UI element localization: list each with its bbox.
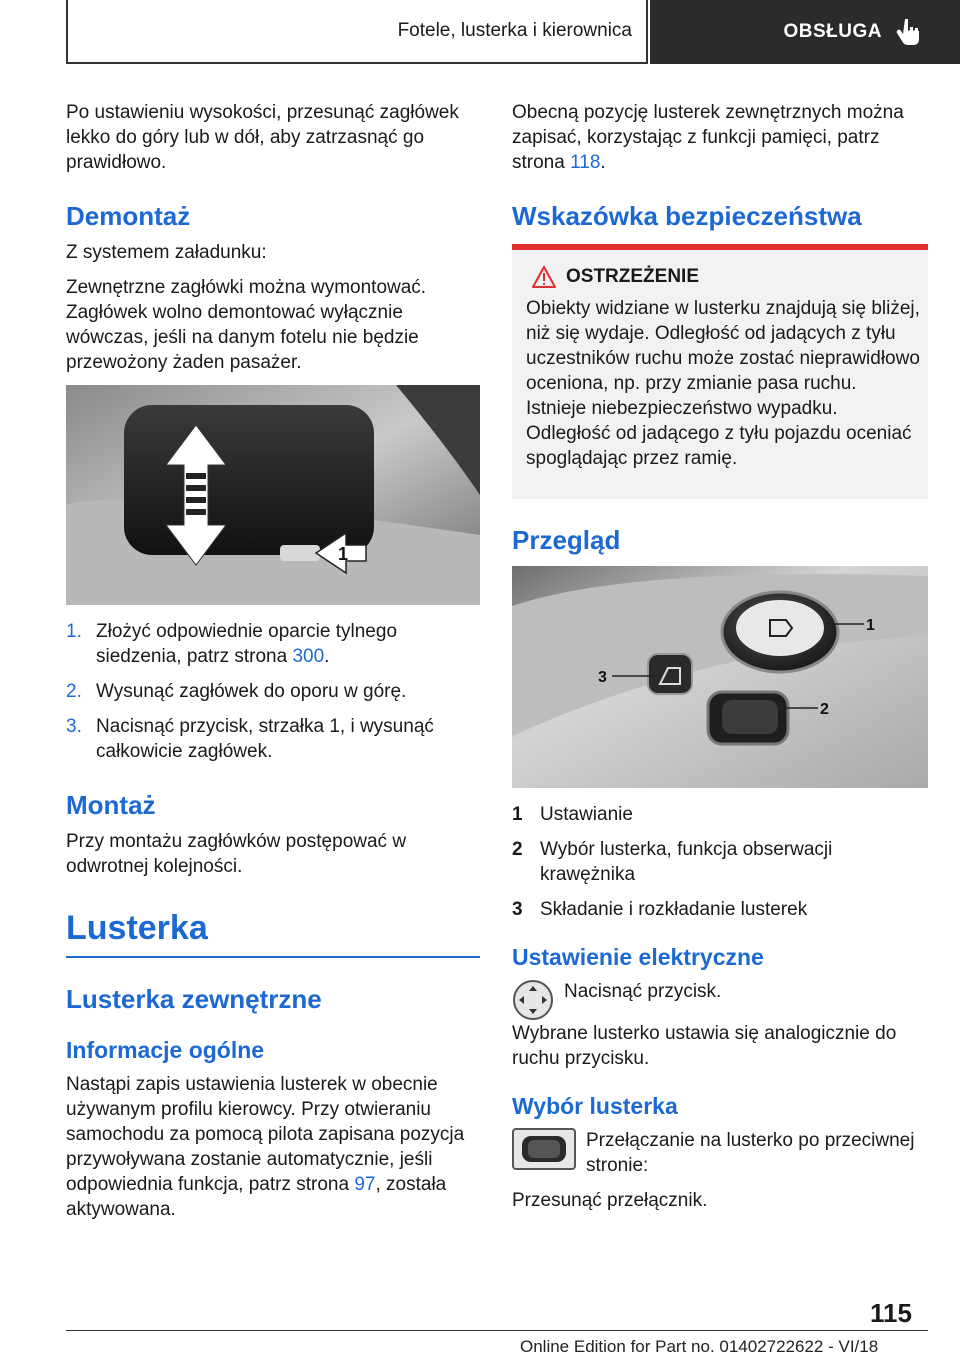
mirror-callout-2: 2 (820, 701, 829, 718)
headrest-callout-1: 1 (338, 544, 349, 564)
heading-lusterka: Lusterka (66, 909, 480, 958)
step-number: 2. (66, 681, 82, 702)
mirror-callout-3: 3 (598, 669, 607, 686)
info-text: Nastąpi zapis ustawienia lusterek w obecnie używanym profilu kierowcy. Przy otwieraniu samochodu za pomocą pilota zapisana pozycja przywoływana zostanie automatycznie, jeśli odpowiednia funkcja, patrz strona (66, 1074, 465, 1195)
mirror-controls-photo (512, 566, 928, 788)
info-tail: , została aktywowana. (66, 1174, 447, 1220)
page-link-118[interactable]: 118 (570, 152, 601, 173)
step-tail: . (324, 646, 330, 667)
legend-number: 2 (512, 839, 523, 860)
legend-number: 1 (512, 804, 523, 825)
right-column (512, 100, 928, 1223)
legend-text: Składanie i rozkładanie lusterek (540, 899, 808, 920)
heading-przeglad: Przegląd (512, 525, 621, 555)
electric-paragraph-2: Wybrane lusterko ustawia się analogicznie do ruchu przycisku. (512, 1023, 897, 1069)
warning-text: Obiekty widziane w lusterku znajdują się bliżej, niż się wydaje. Odległość od jadących z tyłu uczestników ruchu może zostać nieprawidłowo oceniona, np. przy zmianie pasa ruchu. Istnieje niebezpieczeństwo wypadku. Odległość od jadącego z tyłu pojazdu oceniać spoglądając przez ramię. (526, 298, 920, 469)
step-item (66, 679, 480, 704)
section-title: Fotele, lusterka i kierownica (397, 20, 632, 41)
overview-legend (512, 802, 928, 922)
montaz-paragraph: Przy montażu zagłówków postępować w odwrotnej kolejności. (66, 831, 407, 877)
mirror-selector-switch-icon (512, 1128, 576, 1170)
demontaz-steps (66, 619, 480, 764)
footer-edition: Online Edition for Part no. 01402722622 - VI/18 (520, 1337, 879, 1356)
chapter-title: OBSŁUGA (783, 21, 882, 42)
page-link-97[interactable]: 97 (354, 1174, 376, 1195)
legend-item (512, 837, 928, 887)
running-header-section (66, 0, 648, 64)
hand-pointer-icon (896, 17, 922, 47)
step-text: Złożyć odpowiednie oparcie tylnego siedzenia, patrz strona (96, 621, 398, 667)
legend-item (512, 802, 928, 827)
legend-text: Wybór lusterka, funkcja obserwacji krawężnika (540, 839, 833, 885)
legend-item (512, 897, 928, 922)
step-item (66, 619, 480, 669)
page-number: 115 (870, 1298, 912, 1328)
step-text: Wysunąć zagłówek do oporu w górę. (96, 681, 407, 702)
demontaz-paragraph-2: Zewnętrzne zagłówki można wymontować. Zagłówek wolno demontować wyłącznie wówczas, jeśli na danym fotelu nie będzie przewożony żaden pasażer. (66, 277, 427, 373)
warning-title: OSTRZEŻENIE (566, 266, 700, 287)
heading-wybor-lusterka: Wybór lusterka (512, 1093, 678, 1119)
heading-demontaz: Demontaż (66, 201, 191, 231)
mirror-adjust-button-icon (512, 979, 554, 1021)
footer-divider (66, 1330, 928, 1331)
step-text: Nacisnąć przycisk, strzałka 1, i wysunąć całkowicie zagłówek. (96, 716, 434, 762)
heading-montaz: Montaż (66, 790, 156, 820)
step-item (66, 714, 480, 764)
heading-wskazowka: Wskazówka bezpieczeństwa (512, 201, 928, 250)
select-instruction (512, 1128, 928, 1188)
legend-number: 3 (512, 899, 523, 920)
intro-paragraph: Po ustawieniu wysokości, przesunąć zagłówek lekko do góry lub w dół, aby zatrzasnąć go prawidłowo. (66, 102, 459, 173)
page-link-300[interactable]: 300 (292, 646, 325, 667)
select-paragraph-1: Przełączanie na lusterko po przeciwnej stronie: (586, 1130, 915, 1176)
memory-paragraph (512, 100, 928, 175)
electric-paragraph-1: Nacisnąć przycisk. (564, 981, 722, 1002)
legend-text: Ustawianie (540, 804, 633, 825)
memory-text: Obecną pozycję lusterek zewnętrznych można zapisać, korzystając z funkcji pamięci, patrz strona (512, 102, 904, 173)
running-header-chapter (650, 0, 960, 64)
warning-triangle-icon (532, 266, 556, 288)
demontaz-paragraph-1: Z systemem załadunku: (66, 242, 267, 263)
headrest-photo (66, 385, 480, 605)
electric-instruction (512, 979, 928, 1021)
left-column (66, 100, 480, 1232)
memory-tail: . (600, 152, 606, 173)
step-number: 1. (66, 621, 82, 642)
heading-informacje-ogolne: Informacje ogólne (66, 1037, 265, 1063)
heading-lusterka-zewnetrzne: Lusterka zewnętrzne (66, 984, 322, 1014)
heading-ustawienie-elektryczne: Ustawienie elektryczne (512, 944, 764, 970)
step-number: 3. (66, 716, 82, 737)
warning-heading (532, 266, 920, 288)
warning-box (512, 250, 928, 499)
mirror-callout-1: 1 (866, 617, 875, 634)
select-paragraph-2: Przesunąć przełącznik. (512, 1190, 708, 1211)
info-paragraph (66, 1072, 480, 1222)
